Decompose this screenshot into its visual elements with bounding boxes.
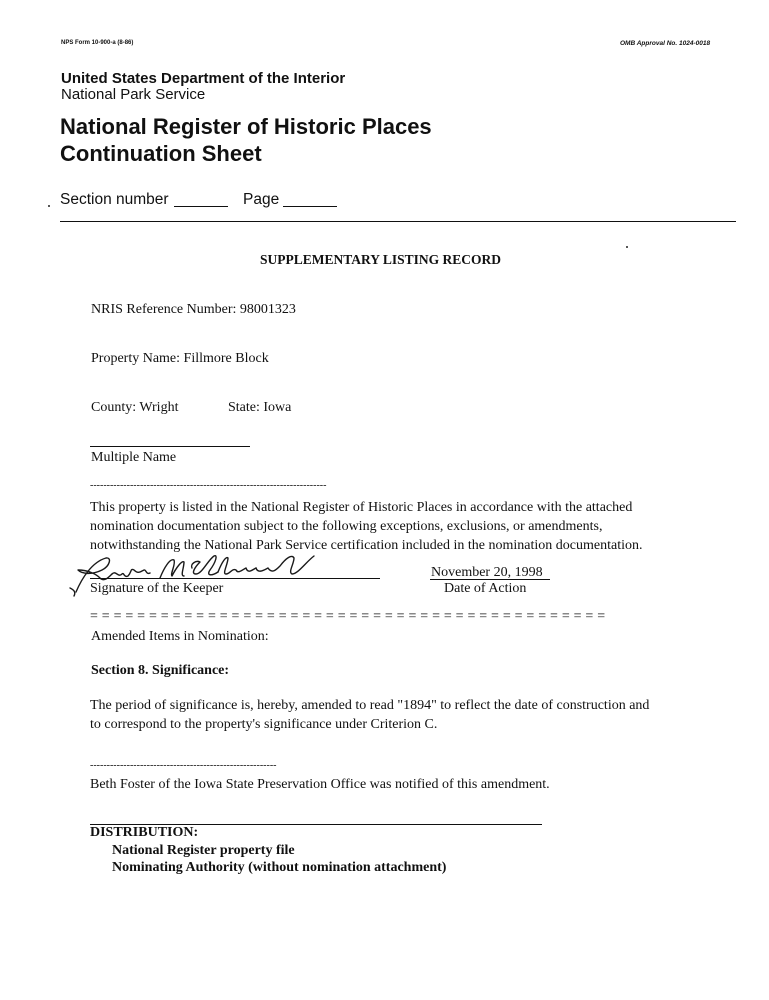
date-label: Date of Action	[444, 581, 527, 596]
nris-reference: NRIS Reference Number: 98001323	[91, 302, 296, 317]
agency-name: National Park Service	[61, 86, 206, 103]
period-amendment: The period of significance is, hereby, amended to read "1894" to reflect the date of construction and to correspond to the property's significance under Criterion C.	[90, 698, 650, 732]
signature-rule	[90, 578, 380, 579]
form-title: National Register of Historic Places	[60, 114, 432, 139]
state: State: Iowa	[228, 400, 292, 415]
form-subtitle: Continuation Sheet	[60, 141, 262, 166]
section-8-heading: Section 8. Significance:	[91, 663, 230, 678]
multiple-name-rule	[90, 446, 250, 447]
distribution-label: DISTRIBUTION:	[90, 825, 199, 840]
property-name: Property Name: Fillmore Block	[91, 351, 269, 366]
multiple-name-label: Multiple Name	[91, 450, 177, 465]
record-heading: SUPPLEMENTARY LISTING RECORD	[260, 252, 502, 267]
distribution-item: Nominating Authority (without nomination attachment)	[112, 860, 447, 875]
header-rule	[60, 221, 736, 222]
dashed-separator: -----------------------------------------------------------------------	[90, 480, 327, 491]
amended-items-label: Amended Items in Nomination:	[91, 629, 269, 644]
listing-statement: This property is listed in the National Register of Historic Places in accordance with the attached nomination documentation subject to the following exceptions, exclusions, or amendments, notwithstanding the National Park Service certification included in the nomination documentation.	[90, 500, 643, 553]
omb-approval: OMB Approval No. 1024-0018	[620, 40, 711, 47]
date-rule	[430, 579, 550, 580]
section-number-blank	[174, 205, 228, 207]
notification-note: Beth Foster of the Iowa State Preservation Office was notified of this amendment.	[90, 777, 550, 792]
page-blank	[283, 205, 337, 207]
distribution-item: National Register property file	[112, 843, 295, 858]
signature-label: Signature of the Keeper	[90, 581, 224, 596]
section-number-label: Section number	[60, 191, 169, 208]
double-separator: = = = = = = = = = = = = = = = = = = = = = = = = = = = = = = = = = = = = = = = = = = = =	[90, 609, 606, 624]
dashed-separator-2: --------------------------------------------------------	[90, 760, 277, 771]
action-date: November 20, 1998	[431, 565, 543, 580]
page-label: Page	[243, 191, 280, 208]
department-name: United States Department of the Interior	[61, 70, 346, 87]
scan-speck	[626, 246, 628, 248]
county: County: Wright	[91, 400, 179, 415]
form-number: NPS Form 10-900-a (8-86)	[61, 40, 134, 46]
scan-speck	[48, 205, 50, 207]
